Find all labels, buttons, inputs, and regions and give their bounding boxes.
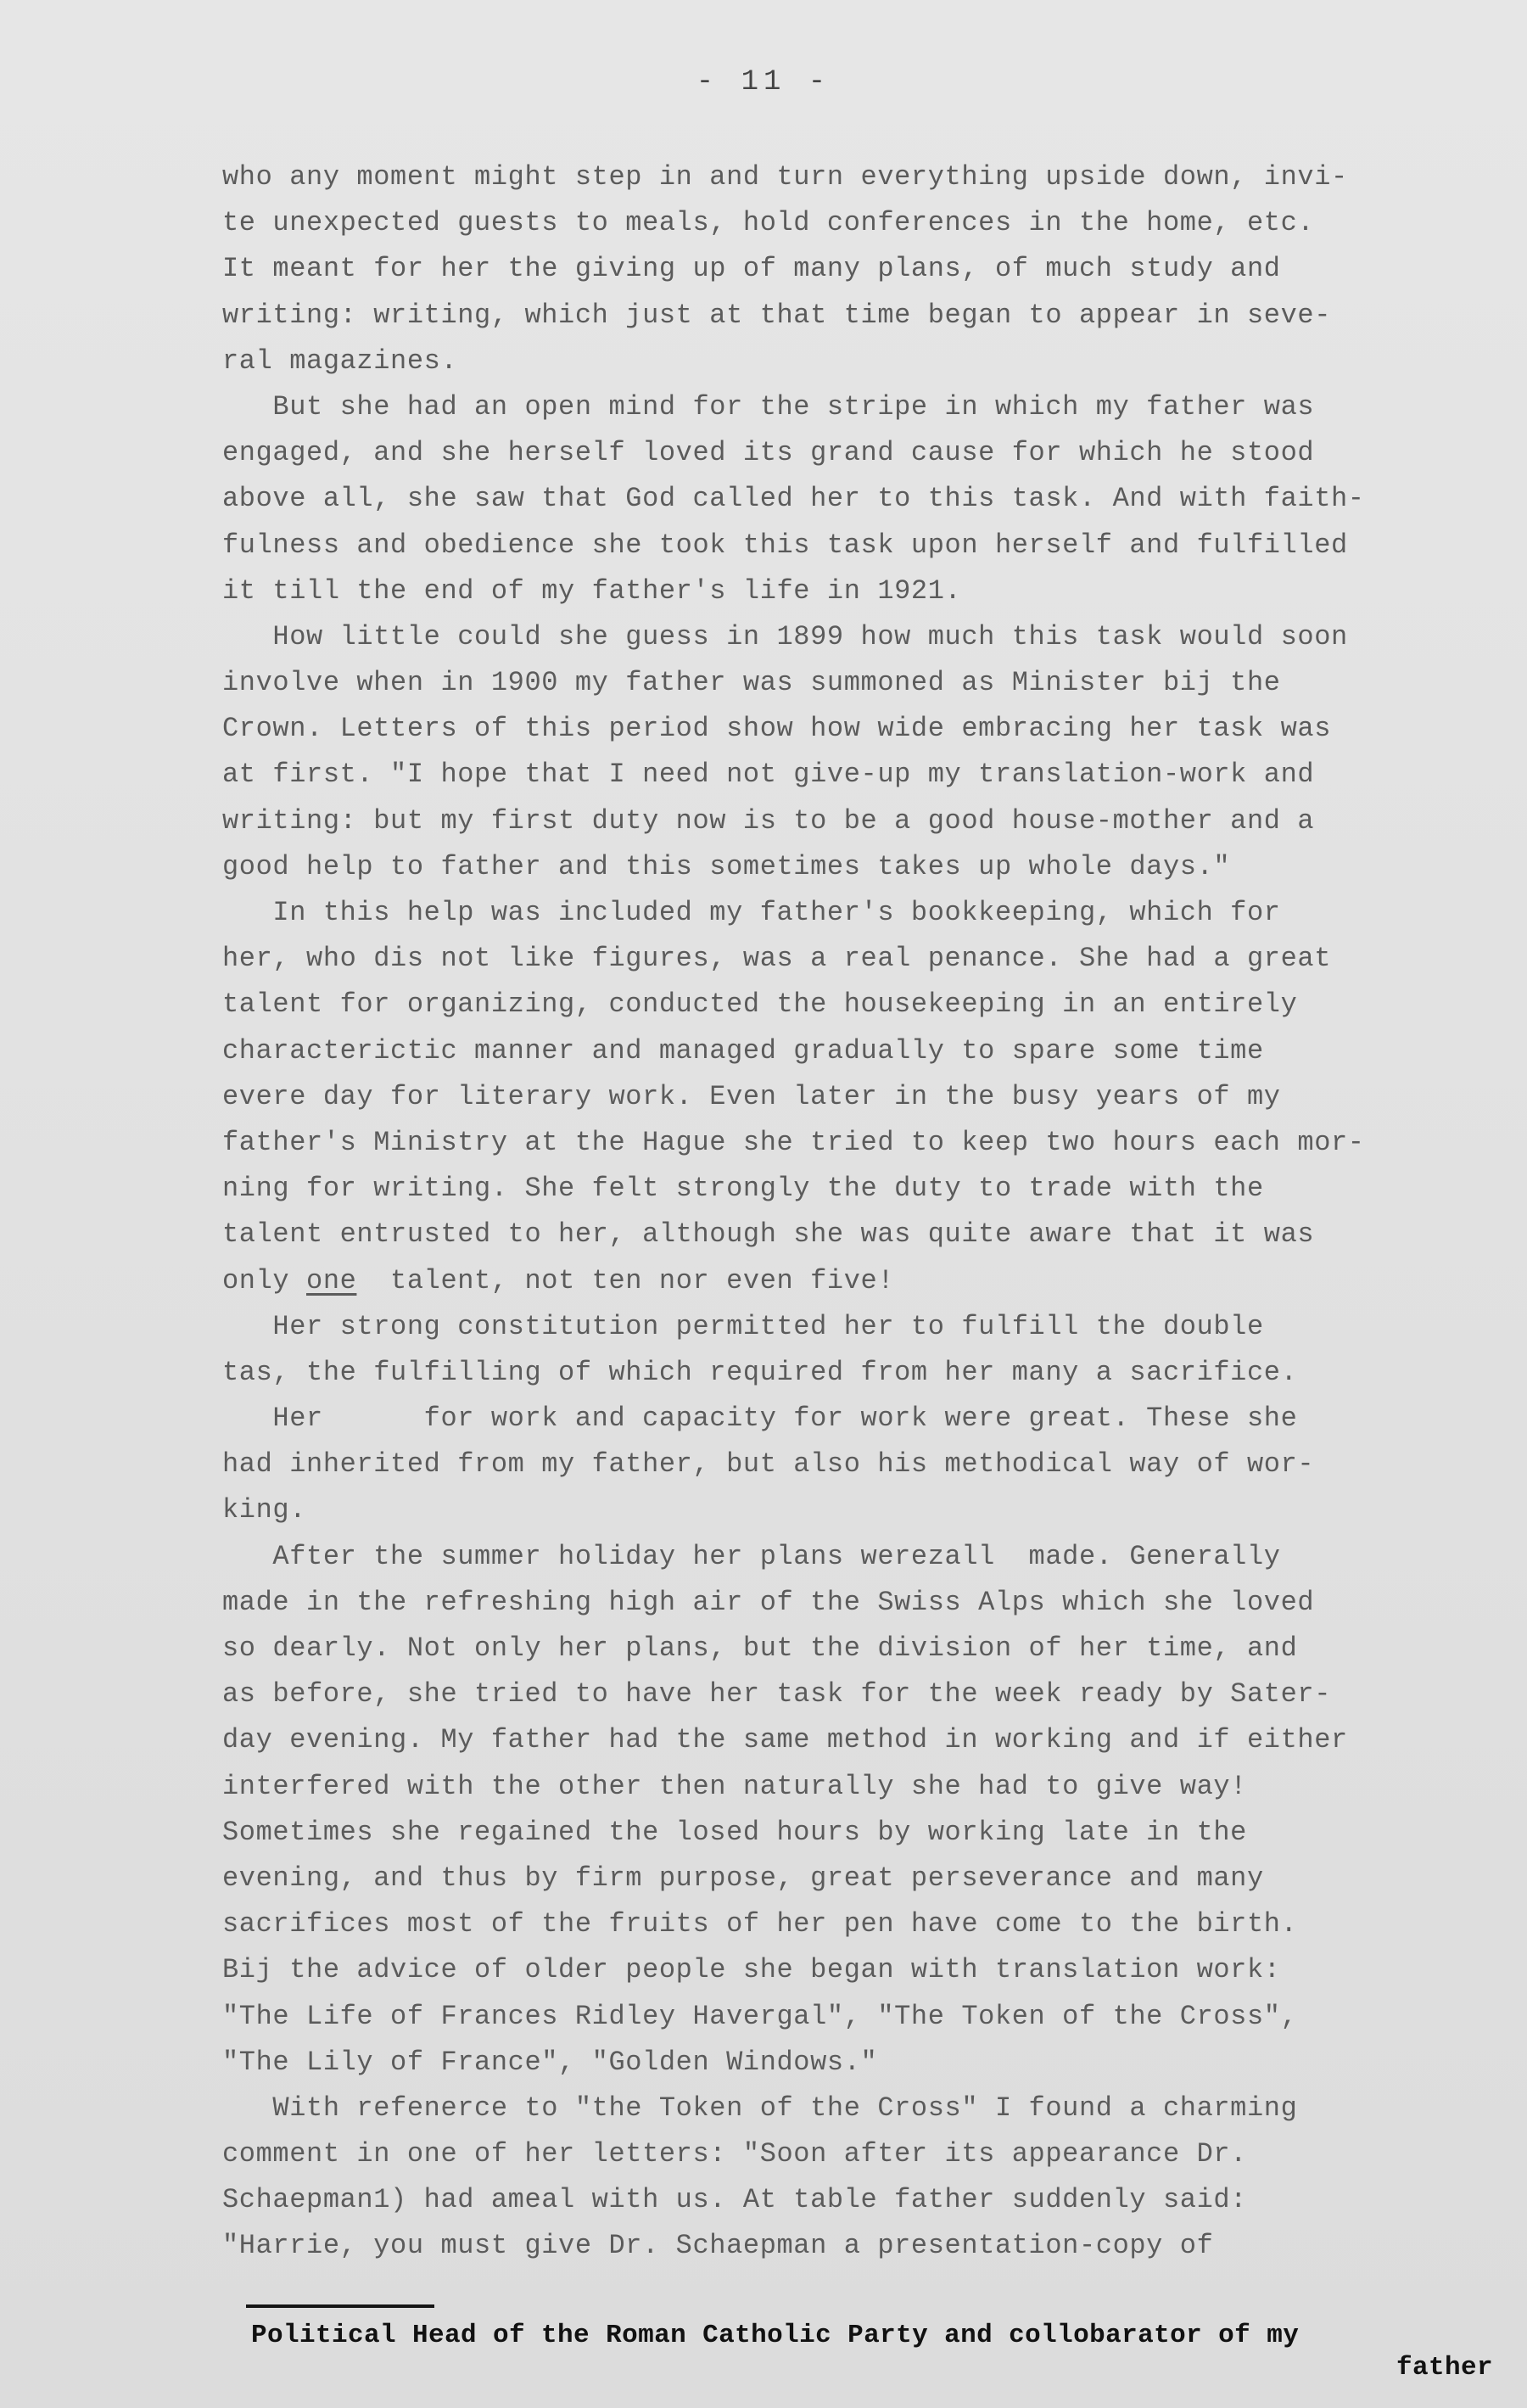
- text-line: writing: writing, which just at that time began to appear in seve-: [222, 299, 1332, 331]
- text-segment: talent, not ten nor even five!: [356, 1264, 895, 1296]
- text-line: as before, she tried to have her task for the week ready by Sater-: [222, 1678, 1332, 1711]
- text-line: who any moment might step in and turn everything upside down, invi-: [222, 161, 1348, 193]
- text-line: so dearly. Not only her plans, but the division of her time, and: [222, 1632, 1298, 1664]
- text-line: Bij the advice of older people she began with translation work:: [222, 1954, 1281, 1986]
- text-line: tas, the fulfilling of which required from her many a sacrifice.: [222, 1356, 1298, 1388]
- text-line: "The Lily of France", "Golden Windows.": [222, 2046, 878, 2078]
- text-segment: only: [222, 1264, 307, 1296]
- text-line: [222, 1258, 1512, 1304]
- footnote-line-1: Political Head of the Roman Catholic Party and collobarator of my: [251, 2321, 1300, 2350]
- text-line: above all, she saw that God called her to this task. And with faith-: [222, 483, 1365, 515]
- text-line: had inherited from my father, but also his methodical way of wor-: [222, 1448, 1315, 1481]
- text-line: ning for writing. She felt strongly the duty to trade with the: [222, 1173, 1264, 1205]
- text-line: Crown. Letters of this period show how wide embracing her task was: [222, 713, 1332, 745]
- page-number: - 11 -: [696, 66, 831, 98]
- text-line: "The Life of Frances Ridley Havergal", "The Token of the Cross",: [222, 2000, 1298, 2032]
- text-line: day evening. My father had the same method in working and if either: [222, 1724, 1348, 1756]
- text-line: engaged, and she herself loved its grand cause for which he stood: [222, 437, 1315, 469]
- text-line: With refenerce to "the Token of the Cross" I found a charming: [222, 2092, 1298, 2124]
- text-line: talent for organizing, conducted the housekeeping in an entirely: [222, 988, 1298, 1021]
- text-line: "Harrie, you must give Dr. Schaepman a presentation-copy of: [222, 2230, 1214, 2262]
- text-line: father's Ministry at the Hague she tried to keep two hours each mor-: [222, 1126, 1365, 1158]
- text-line: involve when in 1900 my father was summoned as Minister bij the: [222, 667, 1281, 699]
- footnote: [251, 2320, 1498, 2384]
- text-line: In this help was included my father's bookkeeping, which for: [222, 897, 1281, 928]
- text-line: comment in one of her letters: "Soon after its appearance Dr.: [222, 2138, 1247, 2170]
- text-line: writing: but my first duty now is to be a good house-mother and a: [222, 804, 1315, 837]
- text-line: fulness and obedience she took this task upon herself and fulfilled: [222, 529, 1348, 561]
- text-line: interfered with the other then naturally she had to give way!: [222, 1770, 1247, 1802]
- text-line: Her for work and capacity for work were great. These she: [222, 1403, 1298, 1435]
- text-line: Schaepman1) had ameal with us. At table father suddenly said:: [222, 2184, 1247, 2216]
- text-line: Sometimes she regained the losed hours by working late in the: [222, 1816, 1247, 1848]
- text-line: talent entrusted to her, although she was quite aware that it was: [222, 1218, 1315, 1251]
- text-line: it till the end of my father's life in 1921.: [222, 574, 962, 607]
- text-line: Her strong constitution permitted her to fulfill the double: [222, 1310, 1264, 1342]
- text-line: evening, and thus by firm purpose, great perseverance and many: [222, 1862, 1264, 1894]
- text-line: made in the refreshing high air of the Swiss Alps which she loved: [222, 1586, 1315, 1618]
- text-line: king.: [222, 1494, 307, 1526]
- footnote-line-2: father: [1396, 2353, 1493, 2383]
- underlined-word: one: [306, 1264, 357, 1296]
- text-line: It meant for her the giving up of many plans, of much study and: [222, 253, 1281, 285]
- text-line: characterictic manner and managed gradually to spare some time: [222, 1034, 1264, 1067]
- text-line: sacrifices most of the fruits of her pen have come to the birth.: [222, 1908, 1298, 1940]
- text-line: After the summer holiday her plans werezall made. Generally: [222, 1540, 1281, 1572]
- text-line: ral magazines.: [222, 344, 458, 377]
- text-line: at first. "I hope that I need not give-up my translation-work and: [222, 759, 1315, 791]
- body-text: [222, 154, 1512, 2270]
- text-line: good help to father and this sometimes takes up whole days.": [222, 850, 1231, 882]
- text-line: her, who dis not like figures, was a real penance. She had a great: [222, 943, 1332, 975]
- text-line: How little could she guess in 1899 how much this task would soon: [222, 620, 1348, 652]
- footnote-rule: [246, 2304, 434, 2308]
- text-line: evere day for literary work. Even later in the busy years of my: [222, 1080, 1281, 1112]
- text-line: But she had an open mind for the stripe in which my father was: [222, 390, 1315, 423]
- text-line: te unexpected guests to meals, hold conferences in the home, etc.: [222, 207, 1315, 239]
